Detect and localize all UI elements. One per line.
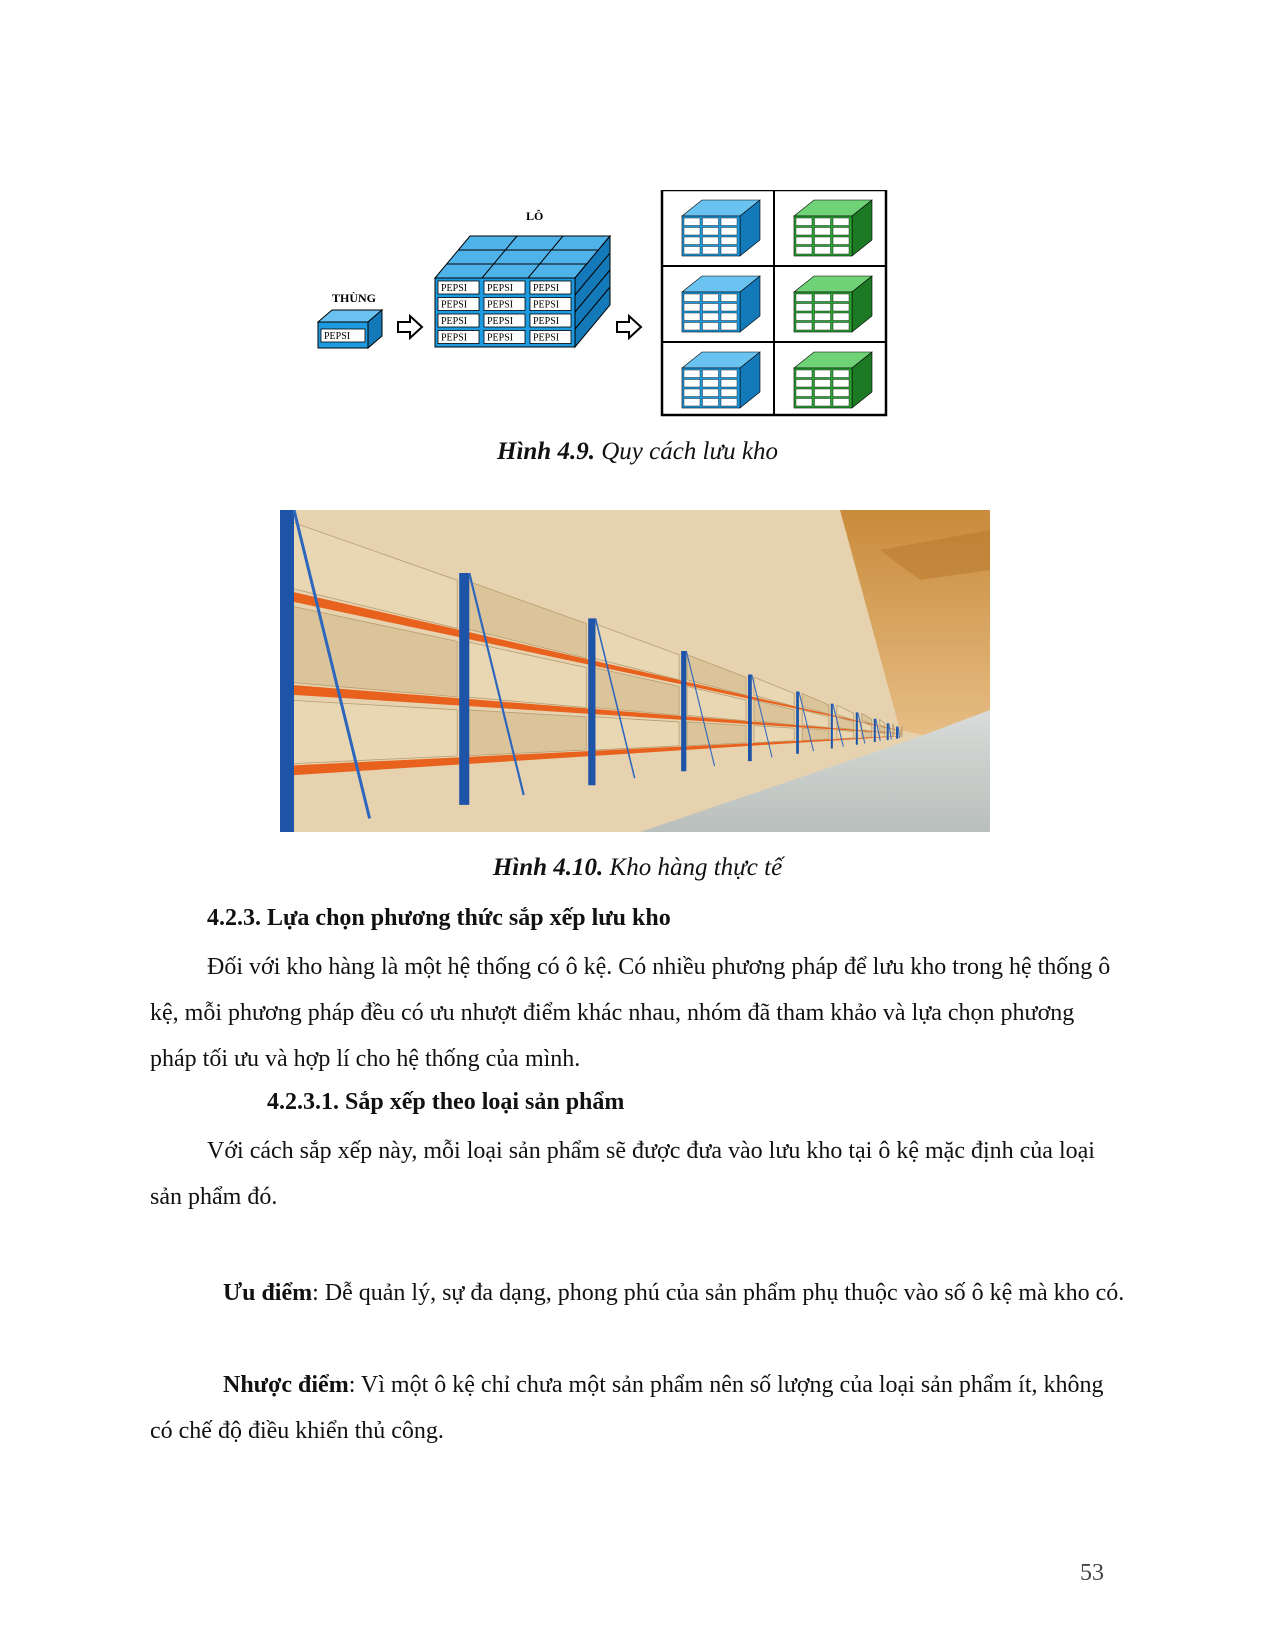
- disadvantage-label: Nhược điểm: [223, 1372, 349, 1398]
- disadvantage-text: : Vì một ô kệ chỉ chưa một sản phẩm nên số lượng của loại sản phẩm ít, không có chế độ điều khiển thủ công.: [150, 1372, 1104, 1444]
- storage-specification-diagram: [310, 190, 890, 420]
- small-lot: [794, 276, 872, 332]
- advantage-label: Ưu điểm: [223, 1280, 313, 1306]
- arrow-right-icon: [617, 316, 641, 338]
- lot-brand-text: PEPSI: [487, 316, 514, 327]
- advantage-text: : Dễ quản lý, sự đa dạng, phong phú của sản phẩm phụ thuộc vào số ô kệ mà kho có.: [312, 1280, 1125, 1306]
- page-number: 53: [1080, 1560, 1104, 1586]
- lot-brand-text: PEPSI: [487, 283, 514, 294]
- lot-label: LÔ: [526, 209, 544, 223]
- lot-brand-text: PEPSI: [441, 283, 468, 294]
- single-carton: [318, 310, 382, 348]
- lot-brand-text: PEPSI: [441, 332, 468, 344]
- carton-lot: [435, 236, 610, 347]
- arrow-right-icon: [398, 316, 422, 338]
- subsection-description: Với cách sắp xếp này, mỗi loại sản phẩm sẽ được đưa vào lưu kho tại ô kệ mặc định của loại sản phẩm đó.: [150, 1138, 1095, 1210]
- carton-brand-text: PEPSI: [324, 331, 351, 342]
- section-intro-paragraph: Đối với kho hàng là một hệ thống có ô kệ. Có nhiều phương pháp để lưu kho trong hệ thống ô kệ, mỗi phương pháp đều có ưu nhượt điểm khác nhau, nhóm đã tham khảo và lựa chọn phương pháp tối ưu và hợp lí cho hệ thống của mình.: [150, 954, 1111, 1072]
- small-lot: [794, 352, 872, 408]
- lot-brand-text: PEPSI: [441, 316, 468, 327]
- disadvantage-paragraph: [150, 1362, 1125, 1454]
- lot-brand-text: PEPSI: [533, 316, 560, 327]
- warehouse-photo: [280, 510, 990, 832]
- lot-brand-text: PEPSI: [487, 299, 514, 311]
- lot-brand-text: PEPSI: [487, 332, 514, 344]
- small-lot: [682, 352, 760, 408]
- caption-text: Kho hàng thực tế: [603, 854, 783, 881]
- small-lot: [682, 276, 760, 332]
- subsection-heading: 4.2.3.1. Sắp xếp theo loại sản phẩm: [267, 1089, 625, 1115]
- section-heading: 4.2.3. Lựa chọn phương thức sắp xếp lưu kho: [207, 905, 671, 931]
- advantage-paragraph: [150, 1270, 1125, 1316]
- lot-brand-text: PEPSI: [441, 299, 468, 311]
- lot-brand-text: PEPSI: [533, 283, 560, 294]
- figure-4-9-caption: [0, 438, 1275, 466]
- figure-4-10-caption: [0, 854, 1275, 882]
- caption-number: Hình 4.10.: [492, 854, 604, 881]
- carton-label: THÙNG: [332, 291, 377, 305]
- caption-text: Quy cách lưu kho: [594, 438, 778, 465]
- lot-brand-text: PEPSI: [533, 299, 560, 311]
- small-lot: [794, 200, 872, 256]
- lot-brand-text: PEPSI: [533, 332, 560, 344]
- small-lot: [682, 200, 760, 256]
- caption-number: Hình 4.9.: [497, 438, 595, 465]
